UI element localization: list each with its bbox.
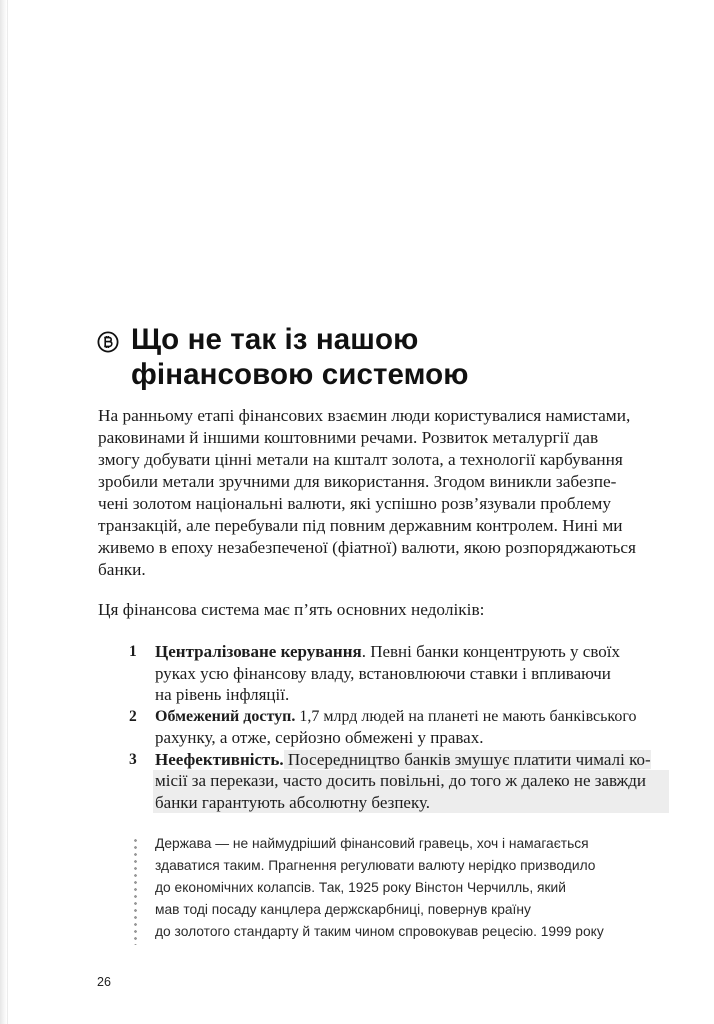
aside-text xyxy=(155,833,695,943)
page-number: 26 xyxy=(97,975,111,989)
paragraph-line: банки. xyxy=(98,560,146,579)
aside-line: до золотого стандарту й таким чином спровокував рецесію. 1999 року xyxy=(155,924,604,939)
paragraph-line: транзакцій, але перебували під повним державним контролем. Нині ми xyxy=(98,516,623,535)
aside-line: до економічних колапсів. Так, 1925 року Вінстон Черчилль, який xyxy=(155,880,566,895)
heading-line: фінансовою системою xyxy=(131,358,469,391)
list-term: Централізоване керування xyxy=(155,642,362,661)
paragraph-line: змогу добувати цінні метали на кшталт золота, а технології карбування xyxy=(98,450,623,469)
heading-line: Що не так із нашою xyxy=(131,323,419,356)
lead-paragraph xyxy=(98,599,673,621)
list-text-highlighted: Посередництво банків змушує платити чималі ко- xyxy=(283,749,651,769)
list-number: 1 xyxy=(129,643,137,660)
paragraph-line: зробили метали зручними для використання. Згодом виникли забезпе- xyxy=(98,472,617,491)
list-item xyxy=(129,749,689,814)
list-line-highlighted: місії за перекази, часто досить повільні, до того ж далеко не завжди xyxy=(153,770,669,792)
paragraph-line: живемо в епоху незабезпеченої (фіатної) валюти, якою розпоряджаються xyxy=(98,538,636,557)
list-line xyxy=(155,749,689,771)
aside-line: Держава — не наймудріший фінансовий гравець, хоч і намагається xyxy=(155,836,589,851)
list-line: на рівень інфляції. xyxy=(155,685,290,704)
list-number: 3 xyxy=(129,750,137,768)
section-heading xyxy=(97,322,687,392)
list-number: 2 xyxy=(129,707,137,725)
list-line xyxy=(155,706,689,728)
intro-paragraph xyxy=(98,405,673,581)
list-item xyxy=(129,641,689,706)
list-term: Неефективність. xyxy=(155,749,284,769)
dotted-rule xyxy=(134,837,137,945)
page-edge xyxy=(0,0,7,1024)
list-term: Обмежений доступ. xyxy=(155,707,296,725)
list-line: рахунку, а отже, серйозно обмежені у правах. xyxy=(155,728,484,747)
list-item xyxy=(129,706,689,749)
list-line-highlighted: банки гарантують абсолютну безпеку. xyxy=(153,792,669,814)
heading-title xyxy=(131,322,469,392)
list-text: 1,7 млрд людей на планеті не мають банківського xyxy=(295,707,637,725)
page-edge-line xyxy=(7,0,8,1024)
paragraph-line: раковинами й іншими коштовними речами. Розвиток металургії дав xyxy=(98,428,599,447)
paragraph-line: чені золотом національні валюти, які успішно розв’язували проблему xyxy=(98,494,611,513)
aside-line: здаватися таким. Прагнення регулювати валюту нерідко призводило xyxy=(155,858,596,873)
list-line xyxy=(155,641,689,663)
paragraph-line: Ця фінансова система має п’ять основних недоліків: xyxy=(98,600,485,619)
list-line: руках усю фінансову владу, встановлюючи ставки і впливаючи xyxy=(155,663,611,683)
aside-line: мав тоді посаду канцлера держскарбниці, повернув країну xyxy=(155,902,531,917)
list-text: . Певні банки концентрують у своїх xyxy=(361,642,620,661)
bitcoin-icon xyxy=(97,331,119,353)
shortcomings-list xyxy=(129,641,689,813)
paragraph-line: На ранньому етапі фінансових взаємин люди користувалися намистами, xyxy=(98,406,631,425)
